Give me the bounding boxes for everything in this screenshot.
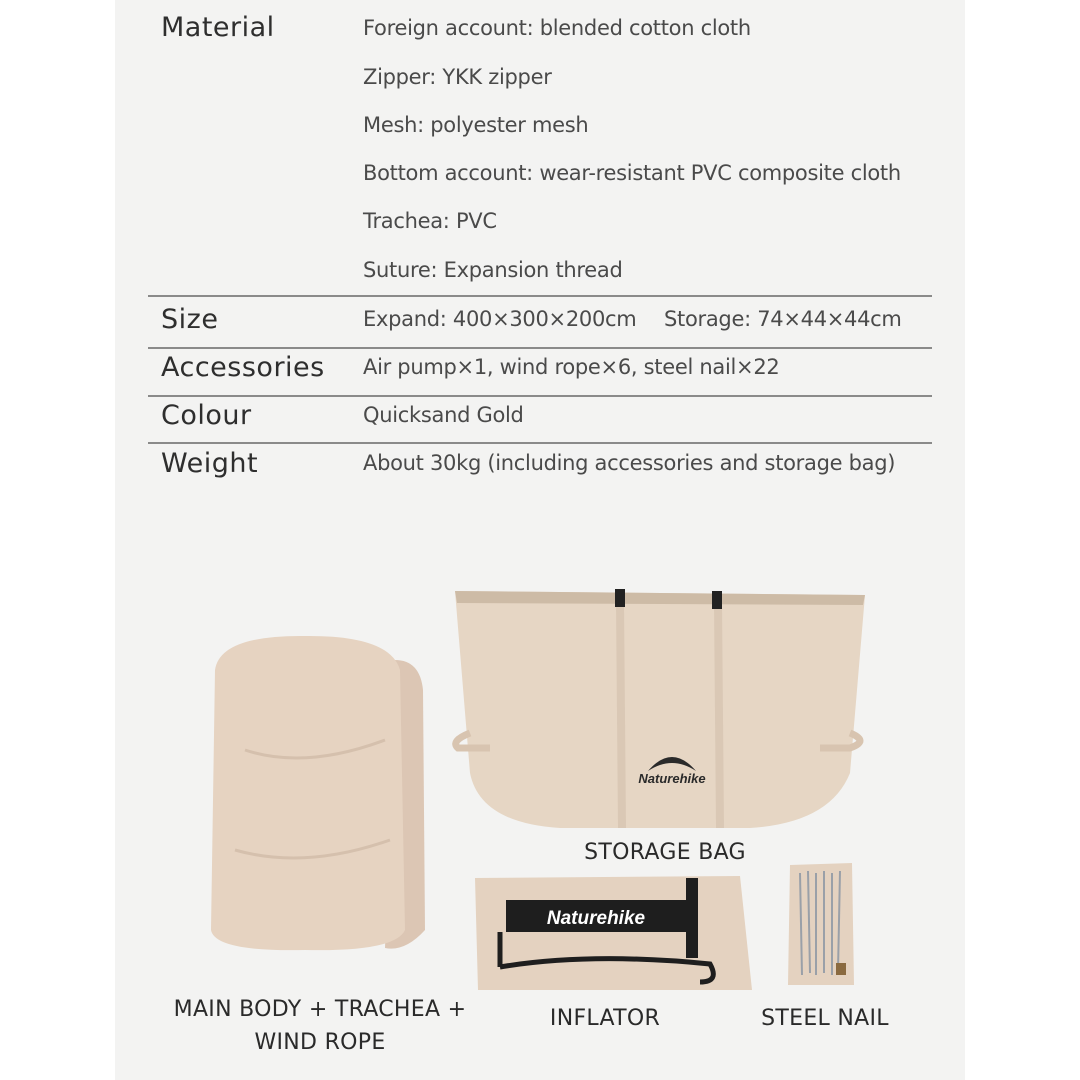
spec-value: Air pump×1, wind rope×6, steel nail×22 bbox=[363, 355, 780, 379]
inflator-caption: INFLATOR bbox=[549, 1006, 661, 1031]
spec-value: About 30kg (including accessories and storage bag) bbox=[363, 451, 896, 475]
inflator-image bbox=[470, 872, 755, 994]
main-body-image bbox=[205, 630, 435, 960]
spec-value: Suture: Expansion thread bbox=[363, 258, 623, 282]
divider bbox=[148, 347, 932, 349]
spec-value: Bottom account: wear-resistant PVC composite cloth bbox=[363, 161, 901, 185]
divider bbox=[148, 295, 932, 297]
spec-label-size: Size bbox=[161, 304, 219, 335]
spec-value: Quicksand Gold bbox=[363, 403, 524, 427]
spec-value: Storage: 74×44×44cm bbox=[664, 307, 902, 331]
spec-value: Foreign account: blended cotton cloth bbox=[363, 16, 751, 40]
spec-label-colour: Colour bbox=[161, 400, 252, 431]
main-body-caption bbox=[170, 993, 470, 1059]
divider bbox=[148, 395, 932, 397]
spec-value: Zipper: YKK zipper bbox=[363, 65, 552, 89]
brand-logo: Naturehike bbox=[638, 771, 706, 786]
spec-value: Mesh: polyester mesh bbox=[363, 113, 589, 137]
spec-value: Expand: 400×300×200cm bbox=[363, 307, 637, 331]
spec-label-accessories: Accessories bbox=[161, 352, 325, 383]
steel-nail-image bbox=[782, 845, 862, 990]
spec-label-weight: Weight bbox=[161, 448, 259, 479]
storage-bag-caption: STORAGE BAG bbox=[584, 840, 746, 865]
storage-bag-image bbox=[450, 583, 870, 833]
svg-text:Naturehike: Naturehike bbox=[546, 908, 646, 929]
divider bbox=[148, 442, 932, 444]
caption-line: WIND ROPE bbox=[254, 1030, 386, 1055]
caption-line: MAIN BODY + TRACHEA + bbox=[173, 997, 467, 1022]
spec-value: Trachea: PVC bbox=[363, 209, 497, 233]
spec-label-material: Material bbox=[161, 12, 275, 43]
steel-nail-caption: STEEL NAIL bbox=[761, 1006, 889, 1031]
